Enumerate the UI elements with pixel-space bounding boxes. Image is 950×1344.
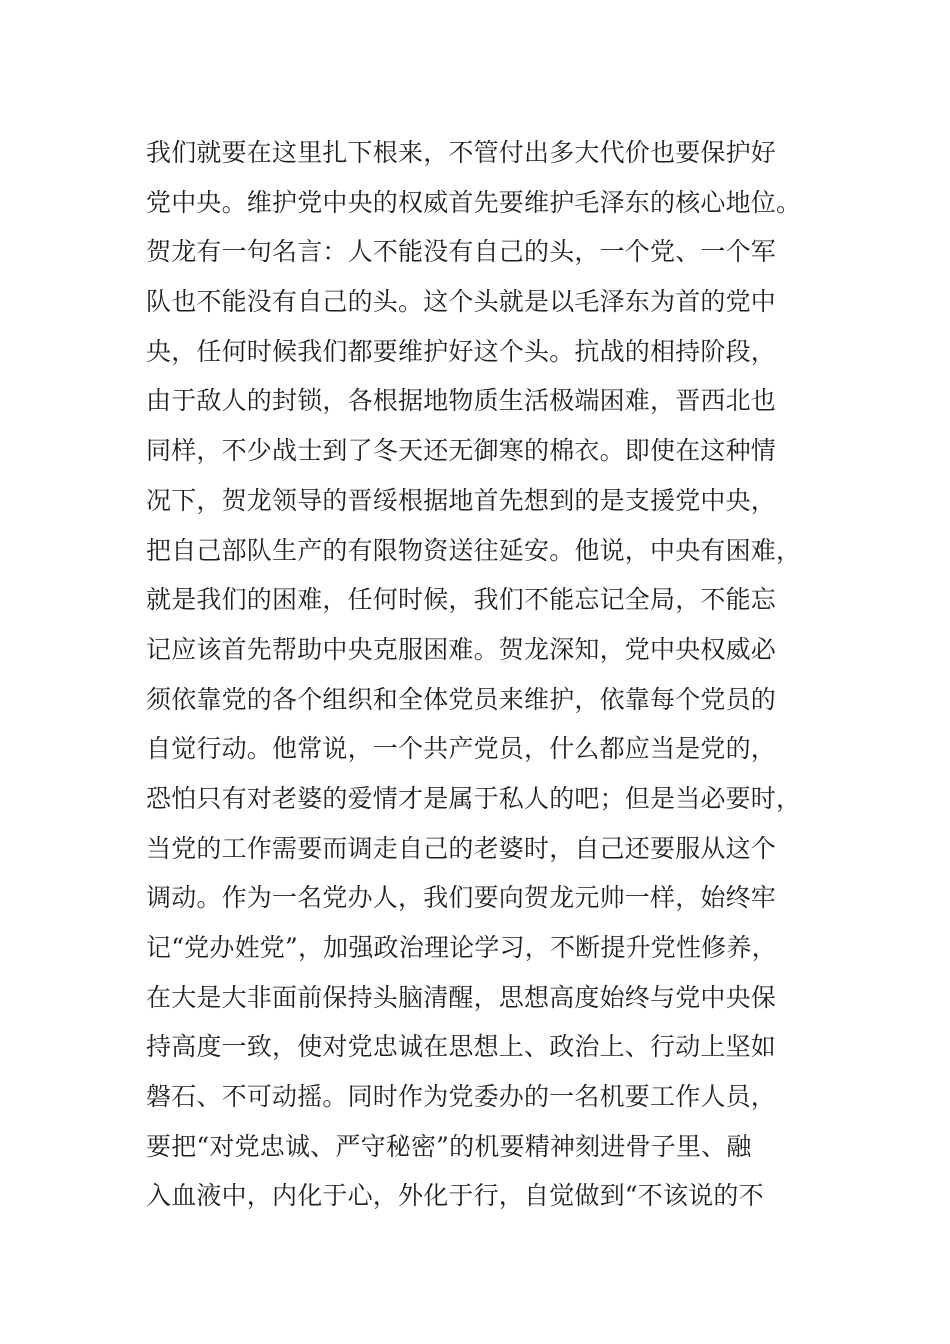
- text-line: 持高度一致，使对党忠诚在思想上、政治上、行动上坚如: [146, 1032, 777, 1062]
- text-line: 在大是大非面前保持头脑清醒，思想高度始终与党中央保: [146, 982, 777, 1012]
- text-line: 贺龙有一句名言：人不能没有自己的头，一个党、一个军: [146, 237, 777, 267]
- text-line: 就是我们的困难，任何时候，我们不能忘记全局，不能忘: [146, 585, 777, 615]
- text-line: 当党的工作需要而调走自己的老婆时，自己还要服从这个: [146, 833, 777, 863]
- text-line: 同样，不少战士到了冬天还无御寒的棉衣。即使在这种情: [146, 436, 777, 466]
- text-line: 党中央。维护党中央的权威首先要维护毛泽东的核心地位。: [146, 187, 802, 217]
- text-line: 要把“对党忠诚、严守秘密”的机要精神刻进骨子里、融: [146, 1131, 752, 1161]
- text-line: 磐石、不可动摇。同时作为党委办的一名机要工作人员，: [146, 1082, 777, 1112]
- text-line: 入血液中，内化于心，外化于行，自觉做到“不该说的不: [146, 1181, 764, 1211]
- text-line: 央，任何时候我们都要维护好这个头。抗战的相持阶段，: [146, 336, 777, 366]
- text-line: 队也不能没有自己的头。这个头就是以毛泽东为首的党中: [146, 287, 777, 317]
- text-line: 调动。作为一名党办人，我们要向贺龙元帅一样，始终牢: [146, 883, 777, 913]
- text-line: 记“党办姓党”，加强政治理论学习，不断提升党性修养，: [146, 933, 777, 962]
- text-line: 我们就要在这里扎下根来，不管付出多大代价也要保护好: [146, 138, 777, 167]
- text-line: 须依靠党的各个组织和全体党员来维护，依靠每个党员的: [146, 684, 777, 714]
- text-line: 自觉行动。他常说，一个共产党员，什么都应当是党的，: [146, 734, 777, 764]
- text-line: 况下，贺龙领导的晋绥根据地首先想到的是支援党中央，: [146, 485, 777, 515]
- body-text: [146, 128, 806, 1221]
- text-line: 恐怕只有对老婆的爱情才是属于私人的吧；但是当必要时，: [146, 783, 802, 813]
- text-line: 记应该首先帮助中央克服困难。贺龙深知，党中央权威必: [146, 634, 777, 664]
- text-line: 把自己部队生产的有限物资送往延安。他说，中央有困难，: [146, 535, 802, 565]
- text-line: 由于敌人的封锁，各根据地物质生活极端困难，晋西北也: [146, 386, 777, 416]
